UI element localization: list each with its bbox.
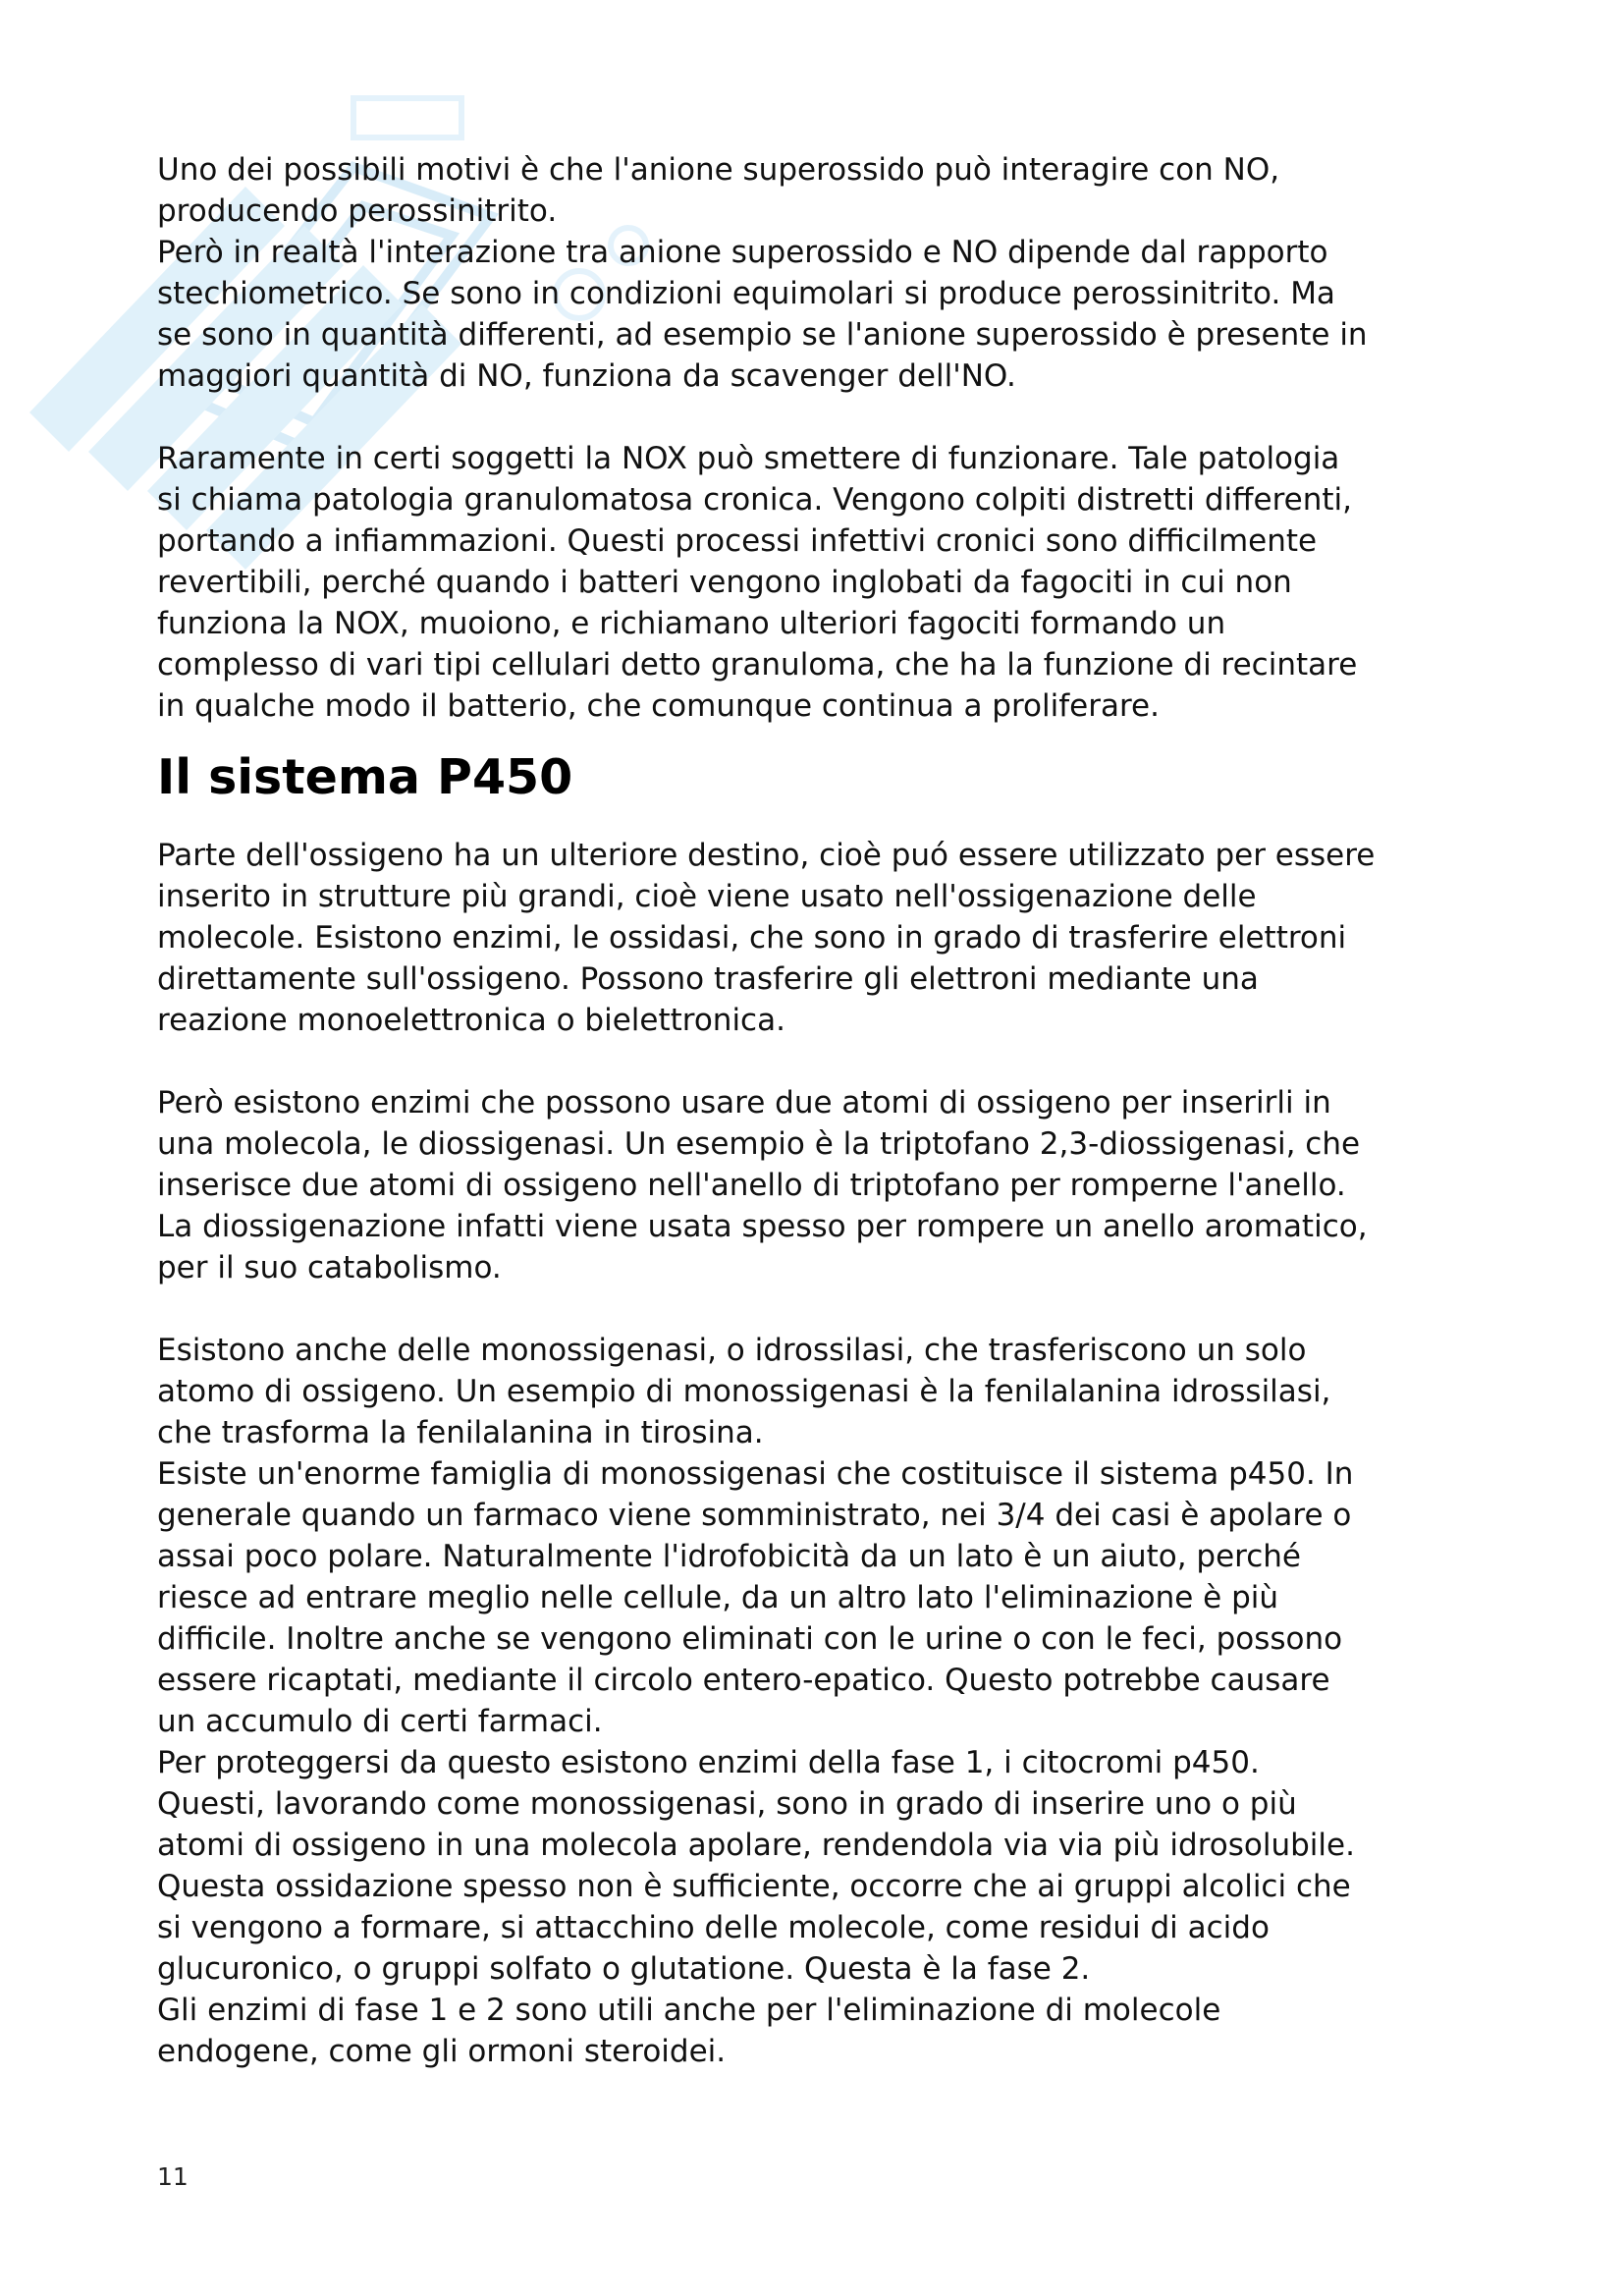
text-line: Per proteggersi da questo esistono enzimi della fase 1, i citocromi p450. xyxy=(157,1745,1260,1780)
text-line: reazione monoelettronica o bielettronica. xyxy=(157,1003,785,1038)
document-body xyxy=(157,149,1512,2072)
text-line: glucuronico, o gruppi solfato o glutatione. Questa è la fase 2. xyxy=(157,1951,1091,1987)
section-heading: Il sistema P450 xyxy=(157,749,573,805)
text-line: Questa ossidazione spesso non è sufficiente, occorre che ai gruppi alcolici che xyxy=(157,1869,1351,1904)
text-line: complesso di vari tipi cellulari detto granuloma, che ha la funzione di recintare xyxy=(157,647,1358,683)
paragraph-oxidases xyxy=(157,835,1512,1041)
text-line: si chiama patologia granulomatosa cronica. Vengono colpiti distretti differenti, xyxy=(157,482,1352,518)
text-line: una molecola, le diossigenasi. Un esempio è la triptofano 2,3-diossigenasi, che xyxy=(157,1126,1361,1162)
text-line: Parte dell'ossigeno ha un ulteriore destino, cioè puó essere utilizzato per essere xyxy=(157,838,1376,873)
text-line: endogene, come gli ormoni steroidei. xyxy=(157,2034,727,2069)
paragraph-superoxide xyxy=(157,149,1512,397)
text-line: Uno dei possibili motivi è che l'anione superossido può interagire con NO, xyxy=(157,152,1280,188)
text-line: Però esistono enzimi che possono usare due atomi di ossigeno per inserirli in xyxy=(157,1085,1331,1121)
text-line: direttamente sull'ossigeno. Possono trasferire gli elettroni mediante una xyxy=(157,961,1259,997)
text-line: stechiometrico. Se sono in condizioni equimolari si produce perossinitrito. Ma xyxy=(157,276,1335,311)
text-line: si vengono a formare, si attacchino delle molecole, come residui di acido xyxy=(157,1910,1270,1945)
page-number: 11 xyxy=(157,2162,189,2191)
text-line: atomo di ossigeno. Un esempio di monossigenasi è la fenilalanina idrossilasi, xyxy=(157,1374,1331,1409)
text-line: generale quando un farmaco viene somministrato, nei 3/4 dei casi è apolare o xyxy=(157,1498,1352,1533)
text-line: assai poco polare. Naturalmente l'idrofobicità da un lato è un aiuto, perché xyxy=(157,1539,1301,1574)
text-line: revertibili, perché quando i batteri vengono inglobati da fagociti in cui non xyxy=(157,565,1292,600)
text-line: Esistono anche delle monossigenasi, o idrossilasi, che trasferiscono un solo xyxy=(157,1333,1307,1368)
text-line: inserito in strutture più grandi, cioè viene usato nell'ossigenazione delle xyxy=(157,879,1257,914)
text-line: La diossigenazione infatti viene usata spesso per rompere un anello aromatico, xyxy=(157,1209,1368,1244)
text-line: producendo perossinitrito. xyxy=(157,193,558,229)
text-line: che trasforma la fenilalanina in tirosina. xyxy=(157,1415,764,1450)
text-line: funziona la NOX, muoiono, e richiamano ulteriori fagociti formando un xyxy=(157,606,1226,641)
text-line: Gli enzimi di fase 1 e 2 sono utili anche per l'eliminazione di molecole xyxy=(157,1993,1221,2028)
paragraph-granulomatous-disease xyxy=(157,438,1512,727)
text-line: Esiste un'enorme famiglia di monossigenasi che costituisce il sistema p450. In xyxy=(157,1456,1354,1492)
text-line: Però in realtà l'interazione tra anione superossido e NO dipende dal rapporto xyxy=(157,235,1328,270)
text-line: per il suo catabolismo. xyxy=(157,1250,502,1285)
paragraph-dioxygenases xyxy=(157,1082,1512,1288)
text-line: Questi, lavorando come monossigenasi, sono in grado di inserire uno o più xyxy=(157,1786,1297,1822)
text-line: un accumulo di certi farmaci. xyxy=(157,1704,603,1739)
text-line: se sono in quantità differenti, ad esempio se l'anione superossido è presente in xyxy=(157,317,1368,353)
text-line: essere ricaptati, mediante il circolo entero-epatico. Questo potrebbe causare xyxy=(157,1663,1330,1698)
text-line: portando a infiammazioni. Questi processi infettivi cronici sono difficilmente xyxy=(157,523,1318,559)
text-line: atomi di ossigeno in una molecola apolare, rendendola via via più idrosolubile. xyxy=(157,1828,1355,1863)
text-line: in qualche modo il batterio, che comunque continua a proliferare. xyxy=(157,688,1160,724)
text-line: riesce ad entrare meglio nelle cellule, da un altro lato l'eliminazione è più xyxy=(157,1580,1279,1615)
text-line: inserisce due atomi di ossigeno nell'anello di triptofano per romperne l'anello. xyxy=(157,1168,1346,1203)
text-line: difficile. Inoltre anche se vengono eliminati con le urine o con le feci, possono xyxy=(157,1621,1343,1657)
text-line: maggiori quantità di NO, funziona da scavenger dell'NO. xyxy=(157,358,1016,394)
paragraph-monooxygenases xyxy=(157,1330,1512,2072)
text-line: molecole. Esistono enzimi, le ossidasi, che sono in grado di trasferire elettroni xyxy=(157,920,1347,956)
text-line: Raramente in certi soggetti la NOX può smettere di funzionare. Tale patologia xyxy=(157,441,1340,476)
